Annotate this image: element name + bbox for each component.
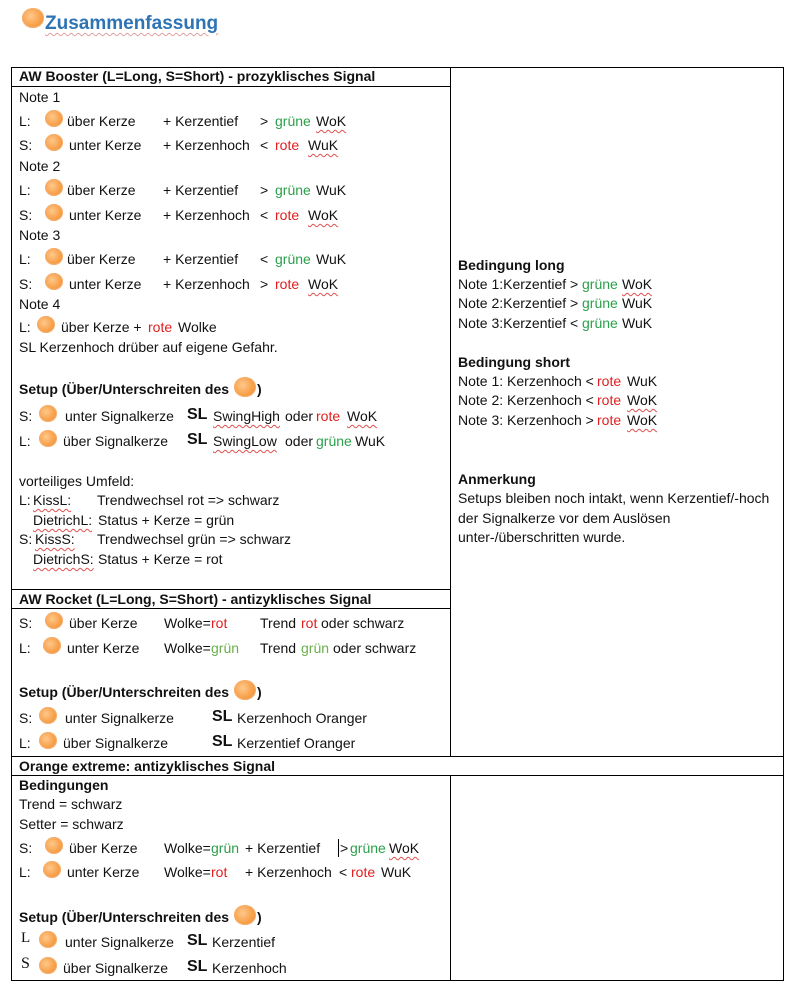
- note-3-short-row: S: unter Kerze + Kerzenhoch > rote WoK: [19, 275, 439, 293]
- booster-header: AW Booster (L=Long, S=Short) - prozyklisches Signal: [19, 68, 376, 84]
- orange-circle-icon: [45, 273, 63, 290]
- table-border-right: [783, 67, 784, 981]
- orange-setup-short-row: S über Signalkerze SL Kerzenhoch: [21, 955, 287, 976]
- orange-circle-icon: [39, 405, 57, 422]
- note-2-short-row: S: unter Kerze + Kerzenhoch < rote WoK: [19, 206, 439, 224]
- orange-short-row: S: über Kerze Wolke= grün + Kerzentief > grüne WoK: [19, 839, 439, 857]
- bedingung-short-row-1: Note 1: Kerzenhoch < rote WuK: [458, 373, 658, 389]
- orange-circle-icon: [43, 637, 61, 654]
- booster-setup-long-row: L: über Signalkerze SL SwingLow oder grüne WuK: [19, 431, 386, 449]
- rocket-short-row: S: über Kerze Wolke= rot Trend rot oder schwarz: [19, 614, 439, 632]
- dietrich-short-row: DietrichS: Status + Kerze = rot: [33, 551, 223, 567]
- orange-circle-icon: [45, 612, 63, 629]
- page-title: Zusammenfassung: [45, 13, 219, 34]
- dietrich-long-row: DietrichL: Status + Kerze = grün: [33, 512, 235, 528]
- kiss-long-row: L: KissL: Trendwechsel rot => schwarz: [19, 492, 280, 508]
- booster-setup-short-row: S: unter Signalkerze SL SwingHigh oder rote WoK: [19, 406, 378, 424]
- orange-circle-icon: [45, 248, 63, 265]
- bedingung-long-row-1: Note 1:Kerzentief > grüne WoK: [458, 276, 653, 292]
- table-border-left: [11, 67, 12, 981]
- rocket-setup-long-row: L: über Signalkerze SL Kerzentief Oranger: [19, 733, 356, 751]
- anmerkung-line-3: unter-/überschritten wurde.: [458, 529, 626, 545]
- note-2-long-row: L: über Kerze + Kerzentief > grüne WuK: [19, 181, 439, 199]
- note-3-label: Note 3: [19, 227, 61, 243]
- orange-circle-icon: [234, 905, 256, 925]
- orange-circle-icon: [43, 861, 61, 878]
- bedingung-short-row-3: Note 3: Kerzenhoch > rote WoK: [458, 412, 658, 428]
- orange-circle-icon: [22, 8, 44, 28]
- rocket-setup-heading: Setup (Über/Unterschreiten des ): [19, 683, 319, 701]
- orange-circle-icon: [39, 430, 57, 447]
- orange-circle-icon: [39, 931, 57, 948]
- booster-setup-heading: Setup (Über/Unterschreiten des ): [19, 380, 319, 398]
- orange-circle-icon: [45, 179, 63, 196]
- rocket-header-line: [11, 608, 451, 609]
- note-4-sl-text: SL Kerzenhoch drüber auf eigene Gefahr.: [19, 339, 278, 355]
- note-1-short-row: S: unter Kerze + Kerzenhoch < rote WuK: [19, 136, 439, 154]
- table-border-bottom: [11, 980, 784, 981]
- setter-text: Setter = schwarz: [19, 816, 124, 832]
- orange-circle-icon: [39, 957, 57, 974]
- orange-circle-icon: [45, 110, 63, 127]
- anmerkung-line-1: Setups bleiben noch intakt, wenn Kerzentief/-hoch: [458, 490, 770, 506]
- column-divider-bottom: [450, 775, 451, 981]
- orange-extreme-header: Orange extreme: antizyklisches Signal: [19, 758, 275, 774]
- note-1-label: Note 1: [19, 89, 61, 105]
- page-header: [22, 8, 218, 38]
- trend-text: Trend = schwarz: [19, 796, 123, 812]
- note-2-label: Note 2: [19, 158, 61, 174]
- bedingung-long-row-2: Note 2:Kerzentief > grüne WuK: [458, 295, 653, 311]
- note-4-label: Note 4: [19, 296, 61, 312]
- note-1-long-row: L: über Kerze + Kerzentief > grüne WoK: [19, 112, 439, 130]
- orange-long-row: L: unter Kerze Wolke= rot + Kerzenhoch < rote WuK: [19, 863, 439, 881]
- bedingung-short-row-2: Note 2: Kerzenhoch < rote WoK: [458, 392, 658, 408]
- umfeld-label: vorteiliges Umfeld:: [19, 473, 135, 489]
- orange-header-line: [11, 775, 784, 776]
- orange-setup-heading: Setup (Über/Unterschreiten des ): [19, 908, 319, 926]
- orange-circle-icon: [39, 732, 57, 749]
- orange-circle-icon: [37, 316, 55, 333]
- note-3-long-row: L: über Kerze + Kerzentief < grüne WuK: [19, 250, 439, 268]
- bedingungen-heading: Bedingungen: [19, 777, 109, 793]
- anmerkung-heading: Anmerkung: [458, 471, 536, 487]
- bedingung-short-heading: Bedingung short: [458, 354, 570, 370]
- anmerkung-line-2: der Signalkerze vor dem Auslösen: [458, 510, 671, 526]
- orange-circle-icon: [234, 680, 256, 700]
- rocket-long-row: L: unter Kerze Wolke= grün Trend grün oder schwarz: [19, 639, 439, 657]
- orange-circle-icon: [45, 837, 63, 854]
- orange-circle-icon: [234, 377, 256, 397]
- rocket-setup-short-row: S: unter Signalkerze SL Kerzenhoch Oranger: [19, 708, 367, 726]
- bedingung-long-row-3: Note 3:Kerzentief < grüne WuK: [458, 315, 653, 331]
- orange-circle-icon: [39, 707, 57, 724]
- orange-circle-icon: [45, 204, 63, 221]
- text-cursor: [338, 839, 339, 857]
- bedingung-long-heading: Bedingung long: [458, 257, 565, 273]
- note-4-long-row: L: über Kerze + rote Wolke: [19, 318, 439, 336]
- column-divider-top: [450, 67, 451, 756]
- rocket-header: AW Rocket (L=Long, S=Short) - antizyklisches Signal: [19, 591, 372, 607]
- orange-setup-long-row: L unter Signalkerze SL Kerzentief: [21, 930, 276, 950]
- orange-circle-icon: [45, 134, 63, 151]
- kiss-short-row: S: KissS: Trendwechsel grün => schwarz: [19, 531, 292, 547]
- booster-header-line: [11, 86, 451, 87]
